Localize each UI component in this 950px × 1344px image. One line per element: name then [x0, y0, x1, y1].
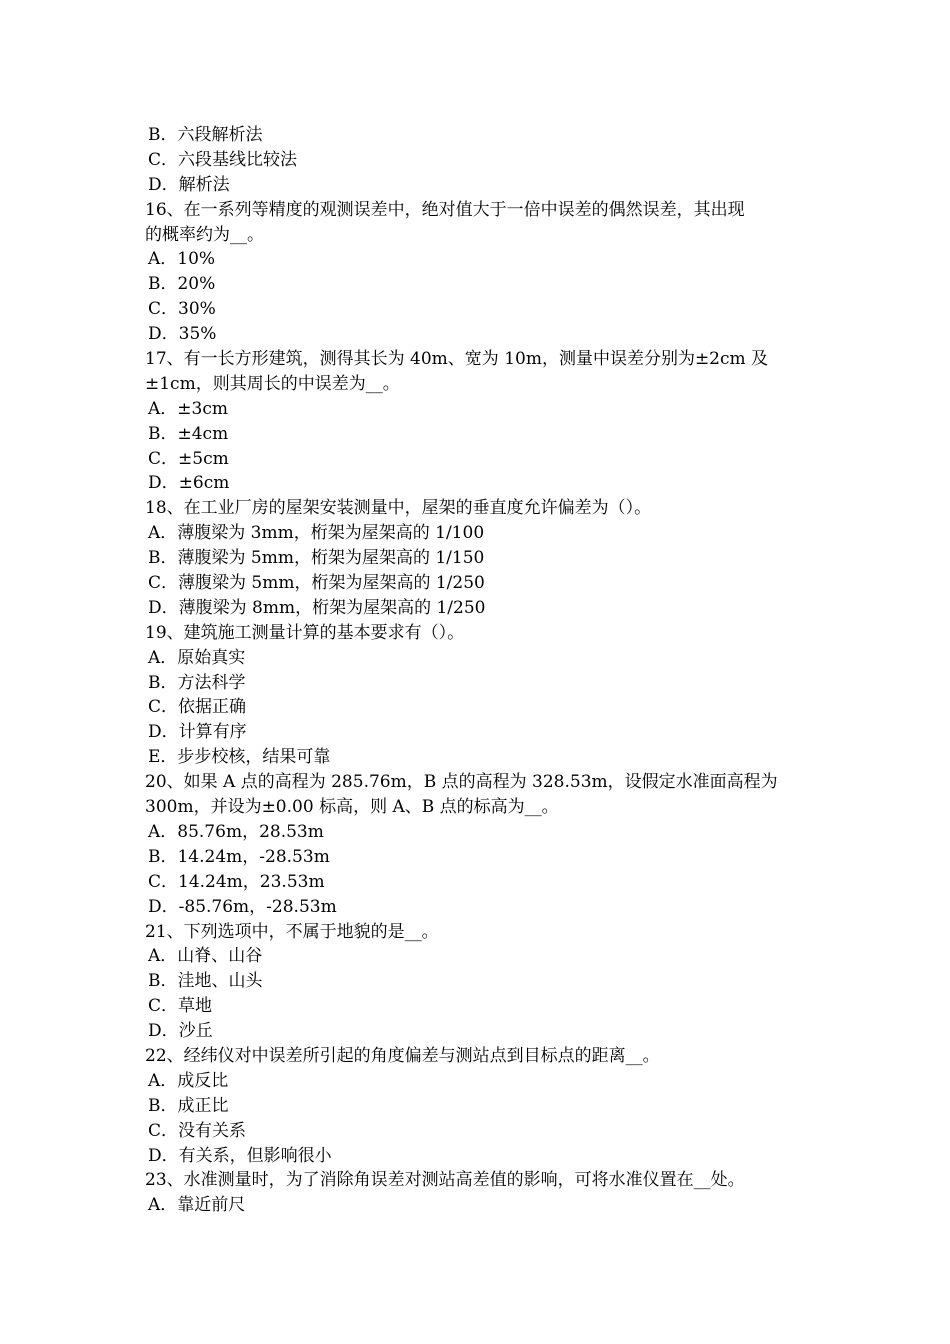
question-17: 17、有一长方形建筑，测得其长为 40m、宽为 10m，测量中误差分别为±2cm 及	[145, 349, 769, 370]
option-line: A．85.76m，28.53m	[148, 821, 324, 842]
option-line: B．洼地、山头	[148, 971, 263, 992]
option-line: C．±5cm	[148, 448, 229, 469]
document-body	[145, 123, 810, 1218]
option-line: D．计算有序	[148, 722, 247, 743]
question-22: 22、经纬仪对中误差所引起的角度偏差与测站点到目标点的距离__。	[145, 1045, 660, 1066]
option-line: A．±3cm	[148, 398, 228, 419]
option-line: D．-85.76m，-28.53m	[148, 896, 337, 917]
option-line: D．有关系，但影响很小	[148, 1145, 332, 1166]
option-line: B．六段解析法	[148, 125, 263, 145]
question-17-cont: ±1cm，则其周长的中误差为__。	[145, 373, 400, 394]
option-line: B．薄腹梁为 5mm，桁架为屋架高的 1/150	[148, 548, 485, 569]
option-line: B．方法科学	[148, 672, 246, 693]
option-line: A．薄腹梁为 3mm，桁架为屋架高的 1/100	[148, 523, 485, 544]
option-line: C．没有关系	[148, 1120, 247, 1141]
option-line: C．14.24m，23.53m	[148, 871, 325, 892]
option-line: D．薄腹梁为 8mm，桁架为屋架高的 1/250	[148, 597, 486, 618]
option-line: B．14.24m，-28.53m	[148, 846, 330, 867]
option-line: D．±6cm	[148, 473, 230, 494]
option-line: B．±4cm	[148, 423, 229, 444]
option-line: D．解析法	[148, 174, 230, 195]
option-line: C．六段基线比较法	[148, 149, 298, 170]
option-line: A．成反比	[148, 1070, 229, 1091]
option-line: D．沙丘	[148, 1021, 213, 1042]
question-23: 23、水准测量时，为了消除角误差对测站高差值的影响，可将水准仪置在__处。	[145, 1170, 745, 1191]
option-line: A．山脊、山谷	[148, 946, 263, 967]
option-line: A．10%	[148, 249, 216, 270]
option-line: B．成正比	[148, 1095, 229, 1116]
option-line: A．靠近前尺	[148, 1195, 246, 1216]
option-line: D．35%	[148, 324, 217, 345]
option-line: C．草地	[148, 996, 213, 1017]
question-19: 19、建筑施工测量计算的基本要求有（）。	[145, 622, 465, 643]
question-16: 16、在一系列等精度的观测误差中，绝对值大于一倍中误差的偶然误差，其出现	[145, 199, 745, 220]
question-16-cont: 的概率约为__。	[145, 224, 264, 245]
option-line: E．步步校核，结果可靠	[148, 747, 331, 768]
question-18: 18、在工业厂房的屋架安装测量中，屋架的垂直度允许偏差为（）。	[145, 498, 652, 519]
question-21: 21、下列选项中，不属于地貌的是__。	[145, 921, 439, 942]
question-20: 20、如果 A 点的高程为 285.76m，B 点的高程为 328.53m，设假定水准面高程为	[145, 772, 778, 793]
option-line: C．薄腹梁为 5mm，桁架为屋架高的 1/250	[148, 573, 485, 594]
option-line: C．30%	[148, 299, 216, 320]
option-line: C．依据正确	[148, 697, 247, 718]
question-20-cont: 300m，并设为±0.00 标高，则 A、B 点的标高为__。	[145, 797, 559, 818]
option-line: A．原始真实	[148, 647, 246, 668]
option-line: B．20%	[148, 274, 216, 295]
